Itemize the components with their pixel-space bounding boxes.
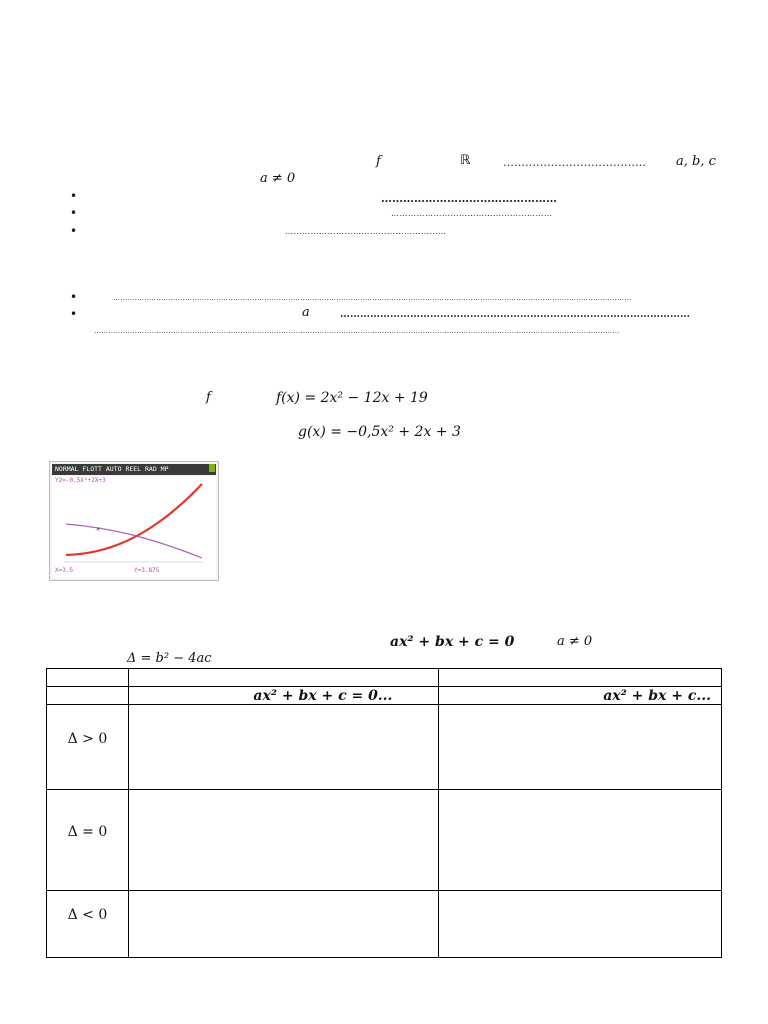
battery-icon [209, 464, 215, 472]
row-label-delta-negative: Δ < 0 [47, 891, 129, 958]
table-cell [439, 790, 722, 891]
row-label-delta-zero: Δ = 0 [47, 790, 129, 891]
x-readout: X=3.5 [55, 567, 74, 574]
bullet-3-dots: ………………………………………………… [285, 227, 447, 236]
property-line-3-dots: ………………………………………………………………………………………………………………………………………………………………………………………………… [94, 327, 620, 335]
header-factorization: ax² + bx + c... [439, 687, 722, 705]
table-row [47, 705, 722, 790]
property-line-2-dots: …………………………………………………………………………………………… [340, 309, 690, 320]
real-numbers-symbol: ℝ [460, 153, 471, 168]
calculator-graph [52, 476, 216, 578]
table-cell [128, 669, 439, 687]
bullet-1: • [70, 189, 78, 203]
table-cell [47, 687, 129, 705]
discriminant-formula: Δ = b² − 4ac [127, 651, 212, 666]
table-cell [128, 891, 439, 958]
bullet-4: • [70, 290, 78, 304]
bullet-2-dots: ………………………………………………… [391, 209, 553, 218]
discriminant-table [46, 668, 722, 958]
bullet-5: • [70, 307, 78, 321]
a-nonzero-condition: a ≠ 0 [260, 171, 296, 186]
table-cell [439, 669, 722, 687]
calculator-screenshot [49, 461, 219, 581]
bullet-2: • [70, 206, 78, 220]
trace-cursor-icon: ✕ [96, 525, 101, 533]
calculator-function-label: Y2=-0.5X²+2X+3 [55, 477, 106, 484]
table-cell [128, 705, 439, 790]
table-cell [128, 790, 439, 891]
example-g-expression: g(x) = −0,5x² + 2x + 3 [298, 424, 461, 440]
calculator-status-bar: NORMAL FLOTT AUTO REEL RAD MP [52, 464, 216, 475]
table-row [47, 891, 722, 958]
function-symbol: f [376, 154, 381, 169]
table-row [47, 790, 722, 891]
table-cell [439, 891, 722, 958]
quadratic-equation: ax² + bx + c = 0 [390, 634, 515, 650]
example-f-expression: f(x) = 2x² − 12x + 19 [276, 390, 428, 406]
red-parabola-curve [66, 484, 202, 555]
property-a-symbol: a [302, 305, 310, 320]
table-cell [47, 669, 129, 687]
table-cell [439, 705, 722, 790]
definition-dots: ………………………………… [503, 156, 646, 169]
coefficients-label: a, b, c [676, 154, 716, 169]
property-line-1-dots: ……………………………………………………………………………………………………………………………………………………………………………………………… [113, 294, 632, 302]
header-solutions: ax² + bx + c = 0... [128, 687, 439, 705]
example-f-symbol: f [206, 390, 211, 405]
table-header-row-2 [47, 687, 722, 705]
y-readout: Y=3.875 [134, 567, 160, 574]
calculator-graph-screen [52, 476, 216, 578]
equation-a-nonzero: a ≠ 0 [557, 634, 593, 649]
bullet-1-dots: ………………………………………… [381, 192, 557, 205]
row-label-delta-positive: Δ > 0 [47, 705, 129, 790]
table-header-row-1 [47, 669, 722, 687]
bullet-3: • [70, 224, 78, 238]
